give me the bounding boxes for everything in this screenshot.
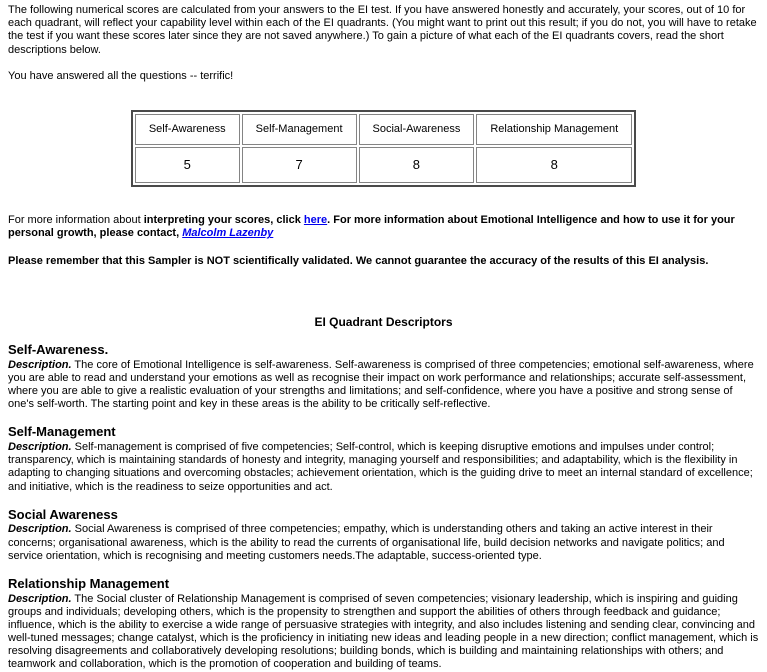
description-body: Social Awareness is comprised of three competencies; empathy, which is understanding others and taking an active interest in their concerns; organisational awareness, which is the ability to read the currents of organisational life, build decision networks and navigate politics; and service orientation, which is recognising and meeting customers needs.The adaptable, success-oriented type. (8, 523, 725, 562)
info-text-bold-2: . For more information about Emotional Intelligence and how to use it for your personal growth, please contact, (8, 214, 735, 240)
descriptors-heading: EI Quadrant Descriptors (314, 314, 453, 329)
description-body: The Social cluster of Relationship Management is comprised of seven competencies; visionary leadership, which is inspiring and guiding groups and individuals; developing others, which is the propensity to strengthen and support the abilities of others through feedback and guidance; influence, which is the ability to exercise a wide range of persuasive strategies with integrity, and also includes listening and sending clear, convincing and well-tuned messages; change catalyst, which is the proficiency in initiating new ideas and leading people in a new direction; conflict management, which is resolving disagreements and collaboratively developing resolutions; building bonds, which is building and maintaining relationships with others; and teamwork and collaboration, which is the promotion of cooperation and building of teams. (8, 592, 759, 671)
section-text-self-management (8, 441, 759, 494)
section-text-relationship-management (8, 593, 759, 672)
section-text-self-awareness (8, 359, 759, 412)
header-cell-social-awareness: Social-Awareness (359, 114, 475, 145)
description-label: Description. (8, 523, 72, 536)
section-title-self-management: Self-Management (8, 424, 116, 440)
ei-scores-table (131, 110, 636, 187)
answered-note: You have answered all the questions -- terrific! (8, 69, 234, 82)
description-label: Description. (8, 441, 72, 454)
intro-paragraph: The following numerical scores are calculated from your answers to the EI test. If you have answered honestly and accurately, your scores, out of 10 for each quadrant, will reflect your capability level within each of the EI quadrants. (You might want to print out this result; if you do not, you will have to retake the test if you want these scores later since they are not saved anywhere.) To gain a picture of what each of the EI quadrants covers, read the short descriptions below. (8, 4, 757, 56)
description-label: Description. (8, 358, 72, 371)
section-title-self-awareness: Self-Awareness. (8, 342, 109, 358)
section-title-relationship-management: Relationship Management (8, 575, 170, 591)
contact-link[interactable]: Malcolm Lazenby (182, 227, 274, 240)
description-body: The core of Emotional Intelligence is self-awareness. Self-awareness is comprised of three competencies; emotional self-awareness, where you are able to read and understand your emotions as well as recognise their impact on work performance and relationships; accurate self-assessment, where you are able to give a realistic evaluation of your strengths and limitations; and self-confidence, where you have a positive and strong sense of one's self-worth. The starting point and key in these areas is the ability to be critically self-reflective. (8, 358, 754, 411)
score-cell-self-management: 7 (242, 147, 357, 183)
score-cell-social-awareness: 8 (359, 147, 475, 183)
score-cell-self-awareness: 5 (135, 147, 240, 183)
table-score-row (135, 147, 632, 183)
header-cell-self-awareness: Self-Awareness (135, 114, 240, 145)
description-label: Description. (8, 592, 72, 605)
disclaimer-text: Please remember that this Sampler is NOT scientifically validated. We cannot guarantee the accuracy of the results of this EI analysis. (8, 254, 709, 267)
header-cell-relationship-management: Relationship Management (476, 114, 632, 145)
description-body: Self-management is comprised of five competencies; Self-control, which is keeping disruptive emotions and impulses under control; transparency, which is maintaining standards of honesty and integrity, managing yourself and responsibilities; and adaptability, which is the flexibility in adapting to changing situations and overcoming obstacles; achievement orientation, which is the guiding drive to meet an internal standard of excellence; and initiative, which is the readiness to seize opportunities and act. (8, 441, 753, 493)
table-header-row (135, 114, 632, 145)
info-text-bold-1: interpreting your scores, click (143, 214, 304, 227)
interpret-scores-link[interactable]: here (303, 214, 328, 227)
more-info-paragraph (8, 214, 759, 240)
header-cell-self-management: Self-Management (242, 114, 357, 145)
score-cell-relationship-management: 8 (476, 147, 632, 183)
info-text-normal: For more information about (8, 214, 144, 227)
section-title-social-awareness: Social Awareness (8, 506, 118, 522)
section-text-social-awareness (8, 523, 759, 563)
